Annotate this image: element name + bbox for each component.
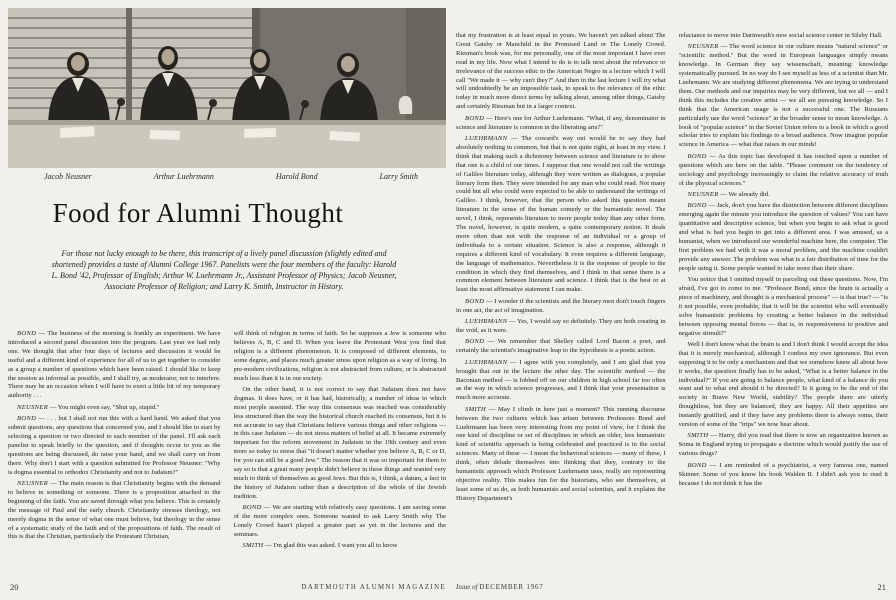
right-page-columns xyxy=(456,32,888,568)
left-page-columns xyxy=(8,330,446,568)
transcript-paragraph: On the other hand, it is not correct to say that Judaism does not have dogmas. It does have, or it has had, historically, a number of ideas to which most people assented. The way this consensus was reached was considerably less structured than the way the historical church reached its consensus, but it is not accurate to say that Christians believe various things and other religions — in this case Judaism — do not stress matters of belief at all. It became extremely important for the reform movement in Judaism in the 19th century and even more so today to stress that "it doesn't matter whether you believe A, B, C or D, for you can still be a good Jew." The reason that it was so important for them to say so is that a great many people didn't believe in these things and wanted very much to think of themselves as good Jews. But this is, I think, a datum, a fact in the history of Judaism rather than a description of the whole of the Jewish tradition. xyxy=(233,385,446,500)
speaker-label: BOND xyxy=(17,415,37,423)
transcript-paragraph: BOND — As this topic has developed it has touched upon a number of questions which are here on the table. "Please comment on the tendency of sociology and psychology increasingly to claim the relative accuracy of truth of the physical sciences." xyxy=(678,152,888,187)
speaker-label: NEUSNER xyxy=(17,403,49,411)
speaker-label: NEUSNER xyxy=(17,480,49,487)
magazine-left-page xyxy=(8,8,446,592)
speaker-label: NEUSNER xyxy=(687,190,719,198)
transcript-paragraph: NEUSNER — We already did. xyxy=(687,190,770,198)
transcript-paragraph: SMITH — May I climb in here just a moment? This running discourse between the two cultures which has arisen between Professors Bond and Luehrmann has been very interesting from my point of view, for I think the one kind of discipline or set of disciplines in which an older, less humanistic kind of scientific approach is being celebrated and practiced is in the social sciences. Many of these — I mean the behavioral sciences — many of these, I think, often delude themselves into thinking that they, contrary to the humanistic approach which Professor Luehrmann uses, really are representing objective reality. This makes fun for the historians, who see themselves, at least some of us do, as both humanists and social scientists, and it explains the History Department's xyxy=(456,405,666,502)
caption-name: Arthur Luehrmann xyxy=(153,172,214,181)
speaker-label: BOND xyxy=(687,152,707,160)
speaker-label: SMITH xyxy=(242,542,264,550)
transcript-paragraph: You notice that I omitted myself in parceling out these questions. Now, I'm afraid, I've got to come to me. "Professor Bond, since the brain is actually a piece of machinery, and thought is a mechanical process" — is that true? — "is it not possible, even probable, that it will be the scientist who will eventually solve humanistic problems by creating a better balance in the individual between opposing mental forces — that is, in responsiveness to positive and negative stimuli?" xyxy=(678,276,888,337)
transcript-paragraph: BOND — We are starting with relatively easy questions. I am saving some of the more complex ones. Someone wanted to ask Larry Smith why The Lonely Crowd hasn't played a greater part as yet in the lectures and the seminars. xyxy=(233,504,446,538)
transcript-paragraph: SMITH — I'm glad this was asked. I want you all to know xyxy=(242,542,398,550)
caption-name: Larry Smith xyxy=(379,172,418,181)
speaker-label: LUEHRMANN xyxy=(465,318,508,326)
magazine-footer: DARTMOUTH ALUMNI MAGAZINE xyxy=(301,584,446,591)
page-number-right: 21 xyxy=(877,582,886,592)
transcript-paragraph: BOND — We remember that Shelley called Lord Bacon a poet, and certainly the scientist's imaginative leap to the hypothesis is a poetic action. xyxy=(456,338,666,355)
speaker-label: BOND xyxy=(465,297,485,305)
transcript-paragraph: BOND — Jack, don't you have the distinction between different disciplines emerging again the minute you introduce the question of values? You can have quantitative and descriptive science, but when you begin to ask what is good and what is bad you begin to get into a different area. I was amused, as a humanist, when we introduced our wonderful machine here, the computer. The first problem we had with it was a moral problem, and the machine couldn't provide any answer. The problem was what is a fair distribution of time for the people using it. Some people wanted to take more than their share. xyxy=(678,202,888,272)
text-column-4 xyxy=(679,32,889,568)
transcript-paragraph: SMITH — Harry, did you read that there is now an organization known as Soma in England trying to propagate a doctrine which would justify the use of various drugs? xyxy=(678,432,888,458)
transcript-paragraph: NEUSNER — The main reason is that Christianity begins with the demand to believe in something or someone. There is a proposition attached to the beginning of the faith. You are saved through what you believe. This is certainly the message of Paul and the early church. Christianity stresses theology, not merely dogma in the sense of what one must believe, but theology in the sense of a systematic study of the faith and of the propositions of faith. The result of this is that the Christian, particularly the Protestant Christian, xyxy=(8,480,221,541)
speaker-label: BOND xyxy=(465,338,485,346)
speaker-label: BOND xyxy=(465,114,485,122)
speaker-label: BOND xyxy=(687,461,707,469)
speaker-label: NEUSNER xyxy=(687,43,719,51)
text-column-2 xyxy=(234,330,447,568)
speaker-label: LUEHRMANN xyxy=(465,134,508,142)
issue-footer xyxy=(456,583,544,591)
transcript-paragraph: BOND — . . . but I shall not run this with a hard hand. We asked that you submit questions, any questions that concerned you, and I should like to start by selecting a question or two directed to each member of the panel. I'll ask each panelist to speak briefly to the question, and if thoughts occur to you as the questions are being discussed, do raise your hand, and we shall carry on from there. Why don't I start with a question submitted for Professor Neusner: "Why is dogma essential to orthodox Christianity and not to Judaism?" xyxy=(8,415,221,476)
speaker-label: SMITH xyxy=(465,405,486,413)
page-number-left: 20 xyxy=(10,582,19,592)
transcript-paragraph: LUEHRMANN — Yes, I would say so definitely. They are both creating in the void, as it were. xyxy=(456,318,666,334)
speaker-label: BOND xyxy=(687,202,707,210)
panel-photo-illustration xyxy=(8,8,446,168)
speaker-label: BOND xyxy=(242,504,262,512)
transcript-paragraph: will think of religion in terms of faith. So he supposes a Jew is someone who believes A, B, C and D. When you leave the Protestant West you find that religion is a different phenomenon. It is composed of different elements, to some degree, and places much greater stress upon religion as a way of living. In pre-modern civilizations, religion is not abstracted from culture, or is abstracted much less than it is in our society. xyxy=(233,330,446,382)
caption-name: Jacob Neusner xyxy=(44,172,92,181)
photo-caption xyxy=(8,172,446,181)
transcript-paragraph: LUEHRMANN — I agree with you completely, and I am glad that you brought that out in the lecture the other day. The scientific method — the Baconian method — is fobbed off on our children in high school far too often as the way in which science progresses, and I think that your presentation is much more accurate. xyxy=(456,358,666,402)
speaker-label: LUEHRMANN xyxy=(465,358,508,366)
transcript-paragraph: reluctance to move into Dartmouth's new social science center in Silsby Hall. xyxy=(678,32,883,39)
transcript-paragraph: BOND — I wonder if the scientists and the literary men don't touch fingers in one act, the act of imagination. xyxy=(456,297,666,314)
speaker-label: SMITH xyxy=(687,432,709,440)
transcript-paragraph: NEUSNER — You might even say, "Shut up, stupid." xyxy=(17,403,160,411)
transcript-paragraph: that my frustration is at least equal to yours. We haven't yet talked about The Great Gatsby or Manchild in the Promised Land or The Lonely Crowd. Riesman's book was, for me personally, one of the most important I have ever read in my life. Now what I intend to do is to talk next about the relevance or irrelevance of the success ethic to the American Negro in a lecture which I will call "We made it — why can't they?" And then in the last lecture I will try what will undoubtedly be an impossible task, to speak to the relevance of the ethic today in much more direct terms by talking about, among other things, Gatsby and certainly Riesman but in a larger context. xyxy=(456,32,666,111)
speaker-label: BOND xyxy=(17,330,37,337)
transcript-paragraph: BOND — Here's one for Arthur Luehrmann. "What, if any, denominator in science and literature is common in the liberating arts?" xyxy=(456,114,666,131)
panel-photograph xyxy=(8,8,446,168)
transcript-paragraph: NEUSNER — The word science in our culture means "natural science" or "scientific method." But the word in European languages simply means knowledge. In German they say wissenschaft, meaning: knowledge systematically pursued. In no way do I see myself as less of a scientist than Mr. Luehrmann. We are studying different phenomena. We are trying to understand them. Our methods and our inquiries may be very different, but we all — and I think this includes the creative artist — we all are pursuing knowledge. So I think that the American usage is not a successful one. The Russians particularly use the word "science" in the broader sense to mean knowledge. A book of "popular science" in the Soviet Union refers to a book in which a good scholar tries to explain his findings to a broad audience. Now imagine popular science in America — what that raises in our minds! xyxy=(678,43,888,149)
transcript-paragraph: Well I don't know what the brain is and I don't think I would accept the idea that it is merely mechanical, although I confess my own ignorance. But even supposing it to be only a mechanism and that we somehow knew all about how it works, the question finally has to be asked, "What is a better balance in the individual?" If you are going to balance people, what kind of a balance do you want and to what end should it be directed? Is it going to be the end of the society in Brave New World, stability? The people there are utterly thoughtless, but they are balanced, they are happy. All their appetites are instantly gratified, and if they have any problems there is always soma, their version of some of the "trips" we now hear about. xyxy=(678,340,888,429)
text-column-1 xyxy=(8,330,221,568)
transcript-paragraph: BOND — I am reminded of a psychiatrist, a very famous one, named Skinner. Some of you know his book Walden II. I didn't ask you to read it because I do not think it has the xyxy=(678,461,888,487)
magazine-right-page xyxy=(456,8,888,592)
text-column-3 xyxy=(456,32,666,568)
article-intro: For those not lucky enough to be there, this transcript of a lively panel discussion (slightly edited and shortened) provides a taste of Alumni College 1967. Panelists were the four members of the faculty: Harold L. Bond '42, Professor of English; Arthur W. Luehrmann Jr., Assistant Professor of Physics; Jacob Neusner, Associate Professor of Religion; and Larry K. Smith, Instructor in History. xyxy=(51,249,397,291)
transcript-paragraph: LUEHRMANN — The coward's way out would be to say they had absolutely nothing in common, but that is not quite right, at least in my view. I think that making such a dichotomy between science and literature is to show that one is a child of our times. I suppose that one would not call the writings of Galileo literature today, although they were written as dialogues, a popular literary form then. They were intended for any man who could read. Not many could but all who could were expected to be able to understand the writings of Galileo. I think, however, that the person who asked this question meant literature in the sense of the human comedy or the humanistic novel. The novel, I think, represents literature to more people today than any other form. The novel, however, is quite modern, a quite contemporary notion. It deals more often than not with the response of an individual or a group of individuals to a certain situation. Science is also a response, although it requires a different kind of vocabulary. It even requires a different language, the language of mathematics. Nevertheless it is the response of people to the condition in which they find themselves, and I think in that sense there is a common element between literature and science. I think that is the best or at least the most affirmative statement I can make. xyxy=(456,134,666,294)
issue-prefix: Issue of xyxy=(456,583,480,591)
caption-name: Harold Bond xyxy=(275,172,318,181)
issue-date: DECEMBER 1967 xyxy=(479,583,544,591)
article-title: Food for Alumni Thought xyxy=(52,198,344,228)
transcript-paragraph: BOND — The business of the morning is frankly an experiment. We have introduced a second panel discussion into the program. Last year we had only one. We thought that after four days of lectures and discussion it would be useful and a different kind of experience for all of us to get together to consider as a group a number of questions which have been raised. I should like to keep the session as informal as possible, and I shall try, as moderator, not to interfere. There may be an occasion when I will have to exert a little bit of my temporary authority . . . xyxy=(8,330,221,400)
